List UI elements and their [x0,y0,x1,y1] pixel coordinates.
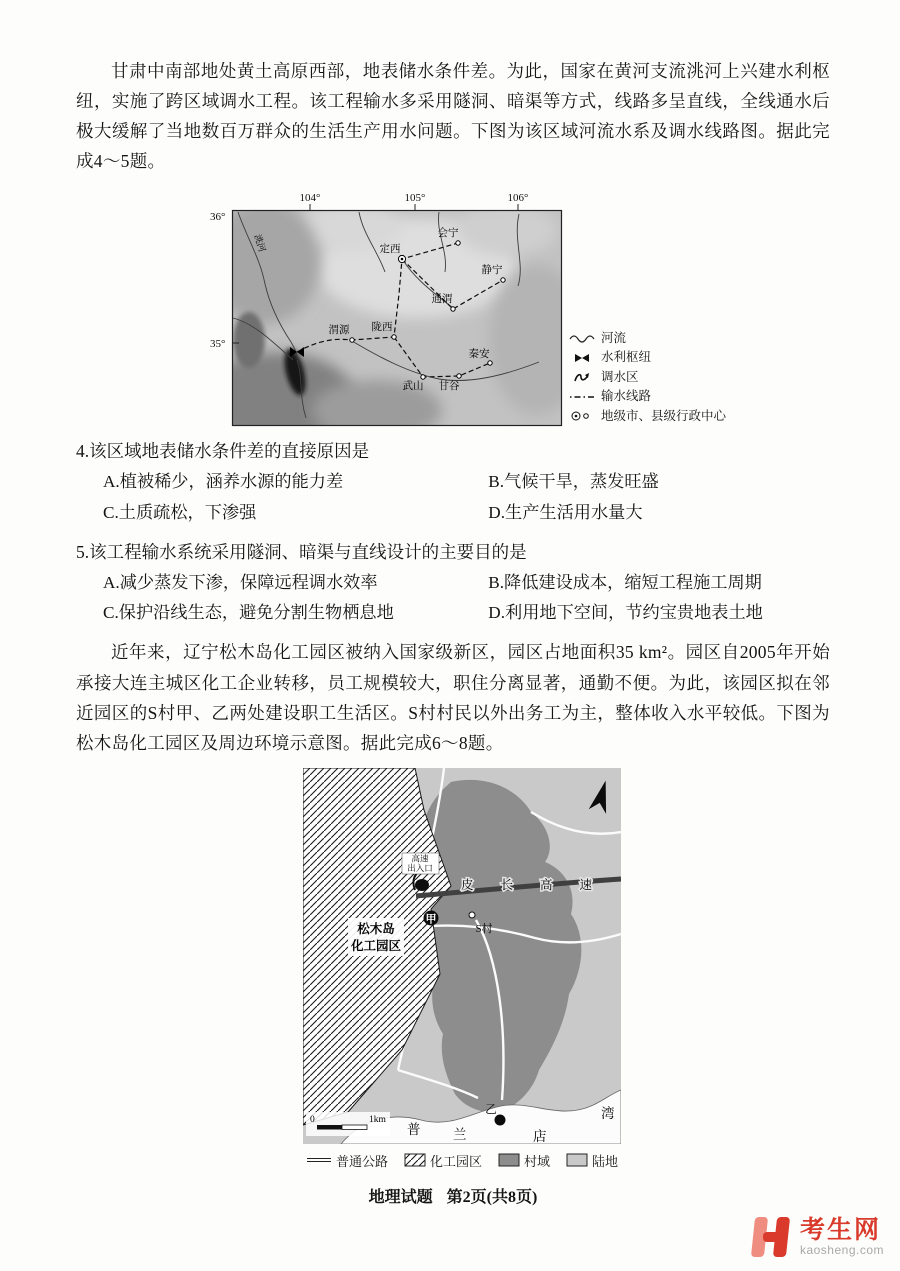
legend-village [498,1151,550,1170]
legend-ordinary-road [306,1151,388,1170]
option-4b: B.气候干旱，蒸发旺盛 [488,472,659,491]
interchange-label-line2: 出入口 [407,862,433,873]
interchange-label-line1: 高速 [411,853,429,864]
kaosheng-watermark [751,1215,884,1259]
site-yi-dot [495,1114,506,1125]
city-label-dingxi: 定西 [379,244,401,256]
city-label-jingning: 静宁 [481,265,503,277]
city-label-longxi: 陇西 [371,322,393,334]
question-5-stem: 5.该工程输水系统采用隧洞、暗渠与直线设计的主要目的是 [76,541,527,562]
option-5a: A.减少蒸发下渗，保障远程调水效率 [103,572,378,592]
site-yi-label: 乙 [485,1103,497,1116]
legend-chemical-park [404,1151,482,1170]
interchange-label [402,853,439,874]
water-hub-icon [569,352,597,364]
river-line-icon [569,332,597,344]
watermark-site-name: 考生网 [799,1216,881,1244]
scale-zero-label: 0 [310,1114,315,1125]
legend-label: 水利枢纽 [601,350,652,365]
park-label-line2: 化工园区 [350,938,402,953]
question-4 [76,436,830,529]
legend-label: 输水线路 [601,389,652,404]
lat-label-35: 35° [210,338,226,351]
passage-1: 甘肃中南部地处黄土高原西部，地表储水条件差。为此，国家在黄河支流洮河上兴建水利枢纽，实施了跨区域调水工程。该工程输水多采用隧洞、暗渠等方式，线路多呈直线，全线通水后极大缓解了当地数百万群众的生活生产用水问题。下图为该区域河流水系及调水线路图。据此完成4～5题。 [76,61,830,172]
legend-item-diversion-area [569,371,726,384]
site-jia-label: 甲 [425,913,437,926]
legend-label: 陆地 [592,1153,619,1169]
bay-char-dian: 店 [533,1128,547,1144]
region-river-map [207,190,565,428]
option-5b: B.降低建设成本，缩短工程施工周期 [488,572,762,592]
scale-unit-label: 1km [369,1114,386,1125]
kaosheng-logo-icon [751,1215,793,1259]
passage-2: 近年来，辽宁松木岛化工园区被纳入国家级新区，园区占地面积35 km²。园区自2005年开始承接大连主城区化工企业转移，员工规模较大，职住分离显著，通勤不便。为此，该园区拟在邻近园区的S村甲、乙两处建设职工生活区。S村村民以外出务工为主，整体收入水平较低。下图为松木岛化工园区及周边环境示意图。据此完成6～8题。 [76,642,830,753]
figure-water-diversion-map [207,190,830,428]
land-box-icon [566,1153,588,1167]
option-4c: C.土质疏松，下渗强 [103,502,257,522]
city-label-qinan: 秦安 [468,349,490,361]
lat-label-36: 36° [210,211,226,224]
legend-label: 地级市、县级行政中心 [601,408,727,423]
interchange-dot [415,879,429,891]
city-label-weiyuan: 渭源 [328,325,350,337]
figure-chemical-park-map [272,768,652,1170]
bay-char-wan: 湾 [601,1105,615,1121]
bay-char-pu: 普 [407,1121,421,1137]
chemical-park-map [303,768,621,1144]
s-village-label: S村 [475,922,493,935]
legend-item-admin-centers [569,410,726,423]
bay-char-lan: 兰 [453,1126,467,1142]
legend-label: 村域 [524,1153,551,1169]
footer-title: 地理试题 [368,1188,433,1206]
footer-page-number: 第2页(共8页) [446,1188,538,1206]
city-label-huining: 会宁 [437,228,459,240]
city-label-gangu: 甘谷 [438,381,460,393]
option-5d: D.利用地下空间，节约宝贵地表土地 [488,603,763,623]
s-village-dot [469,912,475,918]
legend-land [566,1151,618,1170]
lon-label-104: 104° [299,192,321,205]
village-box-icon [498,1153,520,1167]
question-5 [76,537,830,630]
lon-label-106: 106° [507,192,529,205]
watermark-text [800,1218,884,1257]
question-5-options [76,568,830,630]
city-label-wushan: 武山 [402,381,424,393]
park-name-label [348,918,404,956]
legend-label: 河流 [601,330,627,345]
legend-item-river [569,332,726,345]
hatch-box-icon [404,1153,426,1167]
option-4a: A.植被稀少，涵养水源的能力差 [103,472,344,491]
legend-label: 普通公路 [335,1153,388,1169]
transmission-line-icon [569,391,597,403]
map1-legend [569,332,726,423]
legend-label: 调水区 [601,369,639,384]
option-5c: C.保护沿线生态，避免分割生物栖息地 [103,603,394,623]
river-label-taohe: 洮河 [252,233,268,254]
question-4-stem: 4.该区域地表储水条件差的直接原因是 [76,441,370,462]
city-label-tongwei: 通渭 [431,294,453,306]
map2-legend [306,1151,618,1170]
expressway-label: 皮长高速 [461,877,620,892]
legend-item-water-hub [569,351,726,364]
page-footer [76,1184,830,1207]
diversion-area-icon [569,371,597,383]
watermark-domain: kaosheng.com [799,1242,884,1257]
park-label-line1: 松木岛 [357,921,395,936]
road-line-icon [306,1155,332,1165]
legend-item-transmission-line [569,390,726,403]
lon-label-105: 105° [404,192,426,205]
option-4d: D.生产生活用水量大 [488,502,643,522]
question-4-options [76,467,830,529]
admin-center-icon [569,410,597,422]
scale-bar [306,1112,390,1136]
legend-label: 化工园区 [429,1153,482,1169]
